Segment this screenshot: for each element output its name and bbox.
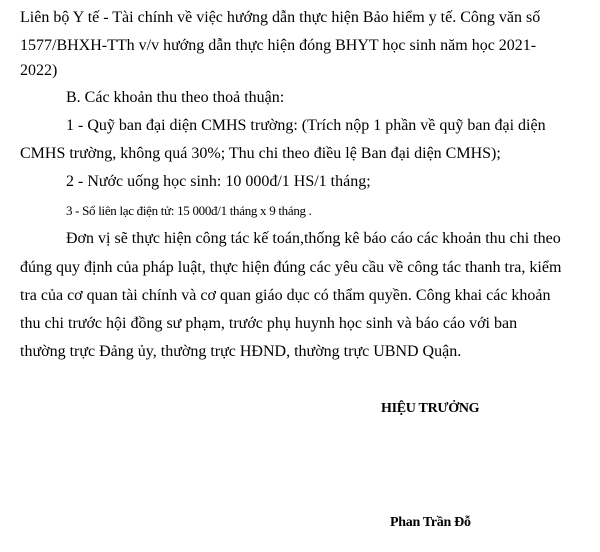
text-line-2: 1577/BHXH-TTh v/v hướng dẫn thực hiện đóng BHYT học sinh năm học 2021-: [20, 37, 537, 54]
item-2: 2 - Nước uống học sinh: 10 000đ/1 HS/1 tháng;: [66, 173, 371, 190]
signature-name: Phan Trần Đỗ: [390, 515, 471, 530]
text-line-3: 2022): [20, 62, 58, 79]
section-b-heading: B. Các khoản thu theo thoả thuận:: [66, 89, 285, 106]
paragraph-line-2: đúng quy định của pháp luật, thực hiện đúng các yêu cầu về công tác thanh tra, kiểm: [20, 259, 562, 276]
signature-title: HIỆU TRƯỞNG: [381, 401, 480, 416]
paragraph-line-5: thường trực Đảng ủy, thường trực HĐND, thường trực UBND Quận.: [20, 343, 462, 360]
paragraph-line-3: tra của cơ quan tài chính và cơ quan giáo dục có thẩm quyền. Công khai các khoản: [20, 287, 551, 304]
paragraph-line-1: Đơn vị sẽ thực hiện công tác kế toán,thống kê báo cáo các khoản thu chi theo: [66, 230, 561, 247]
item-1-line-2: CMHS trường, không quá 30%; Thu chi theo điều lệ Ban đại diện CMHS);: [20, 145, 501, 162]
item-3: 3 - Sổ liên lạc điện tử: 15 000đ/1 tháng x 9 tháng .: [66, 203, 312, 218]
text-line-1: Liên bộ Y tế - Tài chính về việc hướng dẫn thực hiện Bảo hiểm y tế. Công văn số: [20, 9, 541, 26]
item-1-line-1: 1 - Quỹ ban đại diện CMHS trường: (Trích nộp 1 phần về quỹ ban đại diện: [66, 117, 546, 134]
paragraph-line-4: thu chi trước hội đồng sư phạm, trước phụ huynh học sinh và báo cáo với ban: [20, 315, 518, 332]
